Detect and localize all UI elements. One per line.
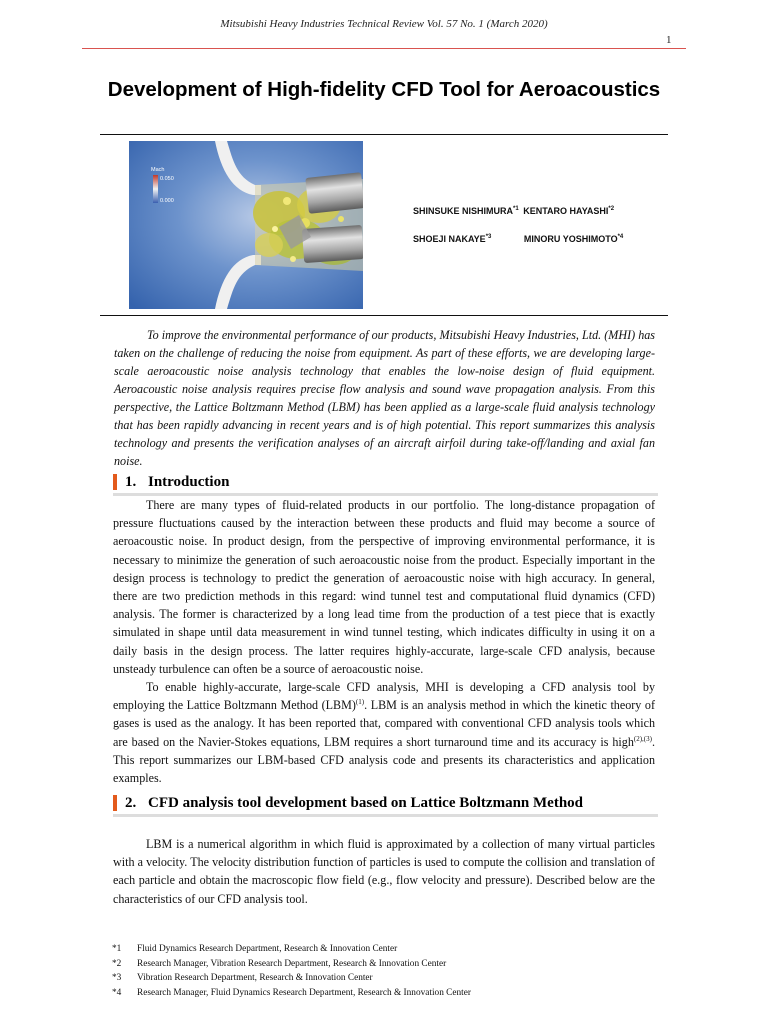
cfd-flow-image — [129, 141, 363, 309]
mach-legend-min: 0.000 — [160, 198, 174, 204]
section-title: CFD analysis tool development based on Lattice Boltzmann Method — [148, 795, 583, 811]
author-line-2 — [413, 234, 623, 244]
title-rule-bottom — [100, 315, 668, 316]
footnote-text: Research Manager, Fluid Dynamics Research Department, Research & Innovation Center — [137, 987, 471, 998]
footnote-text: Fluid Dynamics Research Department, Research & Innovation Center — [137, 944, 398, 954]
title-rule-top — [100, 134, 668, 135]
cfd-flow-figure — [129, 141, 363, 309]
footnote — [112, 942, 672, 957]
mach-legend-colorbar — [153, 175, 158, 203]
pipe-section — [305, 172, 363, 214]
author-line-1 — [413, 206, 614, 216]
paragraph-text: To enable highly-accurate, large-scale CFD analysis, MHI is developing a CFD analysis tool by employing the Lattice Boltzmann Method (LBM) — [113, 680, 655, 713]
section-heading-lbm — [113, 794, 658, 817]
citation: (1) — [355, 698, 365, 707]
footnote-mark: *2 — [112, 958, 122, 969]
fan-duct — [302, 225, 363, 263]
mach-legend-max: 0.050 — [160, 176, 174, 182]
author-mark: *1 — [513, 206, 519, 212]
footnotes — [112, 942, 672, 1000]
author-name: SHOEJI NAKAYE — [413, 234, 486, 244]
page-number: 1 — [666, 34, 672, 46]
footnote-mark: *4 — [112, 987, 122, 998]
author-mark: *4 — [617, 234, 624, 240]
author-name: SHINSUKE NISHIMURA — [413, 206, 514, 216]
citation: (2),(3) — [633, 734, 652, 743]
footnote — [112, 957, 672, 972]
footnote — [112, 971, 672, 986]
section-number: 2. — [125, 795, 137, 811]
lbm-body — [113, 835, 655, 908]
author-mark: *2 — [608, 206, 615, 212]
mach-legend-title: Mach — [151, 167, 165, 173]
paragraph: There are many types of fluid-related products in our portfolio. The long-distance propagation of pressure fluctuations caused by the interaction between these products and fluid may become a source of aeroacoustic noise. In product design, from the perspective of improving environmental performance, it is necessary to minimize the generation of such aeroacoustic noise from the product. Especially important in the design process is technology to predict the generation of aeroacoustic noise with high accuracy. In general, there are two prediction methods in this regard: wind tunnel test and computational fluid dynamics (CFD) analysis. The former is characterized by a long lead time from the production of a test piece that is exactly simulated in shape until data measurement in wind tunnel testing, which indicates difficulty in using it on a daily basis in the design process. The latter requires highly-accurate, large-scale CFD analysis, because unsteady turbulence can often be a source of aeroacoustic noise. — [113, 498, 655, 676]
author-name: KENTARO HAYASHI — [523, 206, 609, 216]
author-name: MINORU YOSHIMOTO — [523, 234, 618, 244]
paragraph — [113, 678, 655, 787]
footnote-text: Research Manager, Vibration Research Department, Research & Innovation Center — [137, 958, 447, 969]
footnote-mark: *1 — [112, 944, 122, 954]
paragraph-text: . This report summarizes our LBM-based CFD analysis code and presents its characteristics and application examples. — [113, 734, 655, 786]
paper-title: Development of High-fidelity CFD Tool for Aeroacoustics — [107, 78, 661, 101]
footnote-mark: *3 — [112, 973, 122, 984]
abstract: To improve the environmental performance of our products, Mitsubishi Heavy Industries, Ltd. (MHI) has taken on the challenge of reducing the noise from equipment. As part of these efforts, we are developing large-scale aeroacoustic noise analysis technology that enables the low-noise design of fluid equipment. Aeroacoustic noise analysis requires precise flow analysis and sound wave propagation analysis. From this perspective, the Lattice Boltzmann Method (LBM) has been applied as a large-scale fluid analysis technology that has been rapidly advancing in recent years and is of high potential. This report summarizes this analysis technology and presents the verification analyses of an aircraft airfoil during take-off/landing and axial fan noise. — [114, 328, 655, 468]
section-title: Introduction — [148, 474, 230, 490]
paragraph-text: . LBM is an analysis method in which the kinetic theory of gases is used as the analogy. It has been reported that, compared with conventional CFD analysis tools which are based on the Navier-Stokes equations, LBM requires a short turnaround time and its accuracy is high — [113, 698, 655, 749]
journal-header: Mitsubishi Heavy Industries Technical Review Vol. 57 No. 1 (March 2020) — [220, 18, 548, 30]
footnote-text: Vibration Research Department, Research & Innovation Center — [137, 973, 373, 984]
footnote — [112, 986, 672, 1001]
section-marker-bar — [113, 795, 117, 811]
section-heading-introduction — [113, 473, 658, 496]
header-rule — [82, 48, 686, 49]
paragraph: LBM is a numerical algorithm in which fluid is approximated by a collection of many virtual particles with a velocity. The velocity distribution function of particles is used to compute the collision and translation of each particle and obtain the macroscopic flow field (e.g., flow velocity and pressure). Described below are the characteristics of our CFD analysis tool. — [113, 837, 655, 906]
section-marker-bar — [113, 474, 117, 490]
introduction-body — [113, 496, 655, 787]
author-mark: *3 — [485, 234, 492, 240]
section-number: 1. — [125, 474, 137, 490]
